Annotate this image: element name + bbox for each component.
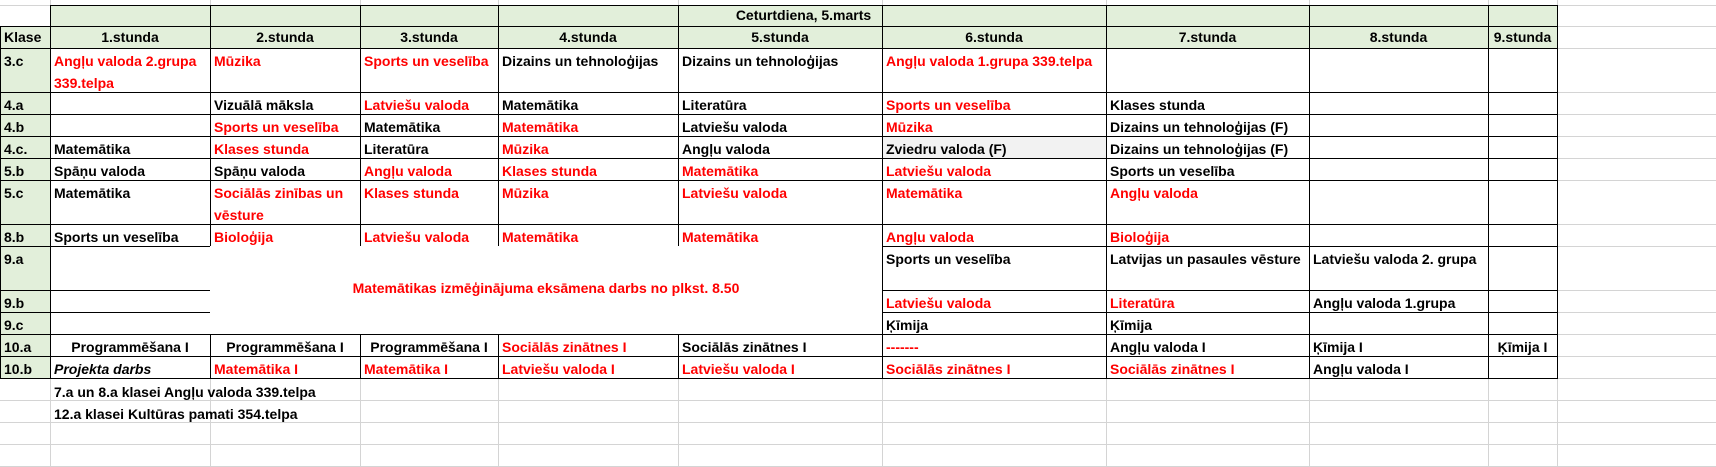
class-label: 5.b (4, 163, 25, 179)
lesson-cell[interactable] (1309, 180, 1488, 224)
lesson-cell[interactable]: Sociālās zinātnes I (1110, 361, 1235, 377)
lesson-cell[interactable]: Literatūra (1110, 295, 1175, 311)
lesson-cell[interactable]: Matemātika (886, 185, 963, 201)
footnote: 7.a un 8.a klasei Angļu valoda 339.telpa (54, 384, 316, 400)
lesson-cell[interactable]: Klases stunda (364, 185, 459, 201)
column-header: 7.stunda (1178, 29, 1237, 45)
lesson-cell[interactable]: Literatūra (364, 141, 429, 157)
column-header: 6.stunda (965, 29, 1023, 45)
lesson-cell[interactable]: Matemātika (502, 229, 579, 245)
lesson-cell[interactable] (50, 92, 210, 114)
lesson-cell[interactable]: Ķīmija (886, 317, 929, 333)
lesson-cell[interactable] (1488, 48, 1557, 92)
class-label: 4.a (4, 97, 24, 113)
lesson-cell[interactable]: Bioloģija (1110, 229, 1170, 245)
lesson-cell[interactable]: Sports un veselība (214, 119, 339, 135)
table-border-vertical (1106, 5, 1107, 379)
lesson-cell[interactable]: Matemātika (54, 141, 131, 157)
lesson-cell[interactable]: Latviešu valoda 2. grupa (1313, 251, 1477, 267)
lesson-cell[interactable] (1488, 290, 1557, 312)
lesson-cell[interactable]: Ķīmija (1110, 317, 1153, 333)
table-border-vertical (50, 5, 51, 379)
lesson-cell[interactable]: Angļu valoda (1110, 185, 1198, 201)
table-border-horizontal (0, 180, 1558, 181)
lesson-cell[interactable]: Matemātika I (364, 361, 449, 377)
lesson-cell[interactable]: Vizuālā māksla (214, 97, 314, 113)
exam-text: Matemātikas izmēģinājuma eksāmena darbs no plkst. 8.50 (352, 280, 740, 296)
lesson-cell[interactable] (1488, 114, 1557, 136)
class-label: 9.b (4, 295, 25, 311)
lesson-cell[interactable]: Dizains un tehnoloģijas (682, 53, 839, 69)
column-header: 2.stunda (256, 29, 314, 45)
lesson-cell[interactable]: ------- (886, 339, 919, 355)
lesson-cell[interactable] (1488, 224, 1557, 246)
column-header: 4.stunda (559, 29, 617, 45)
lesson-cell[interactable]: Dizains un tehnoloģijas (502, 53, 659, 69)
table-border-vertical (0, 26, 1, 379)
lesson-cell[interactable]: Sociālās zinātnes I (682, 339, 807, 355)
lesson-cell[interactable]: Ķīmija I (1313, 339, 1363, 355)
lesson-cell[interactable] (1488, 158, 1557, 180)
class-label: 4.b (4, 119, 25, 135)
table-border-horizontal (0, 92, 1558, 93)
table-border-horizontal (0, 48, 1558, 49)
lesson-cell[interactable]: Angļu valoda 2.grupa 339.telpa (54, 53, 197, 91)
table-border-vertical (1488, 5, 1489, 379)
lesson-cell[interactable] (1488, 180, 1557, 224)
lesson-cell[interactable]: Sports un veselība (886, 251, 1011, 267)
lesson-cell[interactable]: Literatūra (682, 97, 747, 113)
lesson-cell[interactable] (1309, 158, 1488, 180)
lesson-cell[interactable]: Angļu valoda (364, 163, 452, 179)
lesson-cell[interactable]: Latviešu valoda (886, 163, 992, 179)
lesson-cell[interactable]: Programmēšana I (370, 339, 488, 355)
lesson-cell[interactable]: Latviešu valoda (682, 185, 788, 201)
column-header: 9.stunda (1493, 29, 1552, 45)
lesson-cell[interactable] (1309, 312, 1488, 334)
lesson-cell[interactable] (1309, 48, 1488, 92)
lesson-cell[interactable]: Latviešu valoda (682, 119, 788, 135)
lesson-cell[interactable]: Sports un veselība (54, 229, 179, 245)
lesson-cell[interactable]: Mūzika (502, 185, 549, 201)
lesson-cell[interactable]: Latviešu valoda (886, 295, 992, 311)
lesson-cell[interactable]: Matemātika (682, 229, 759, 245)
lesson-cell[interactable]: Angļu valoda (886, 229, 974, 245)
lesson-cell[interactable]: Mūzika (214, 53, 261, 69)
class-label: 4.c. (4, 141, 28, 157)
lesson-cell[interactable]: Sports un veselība (886, 97, 1011, 113)
lesson-cell[interactable]: Projekta darbs (54, 361, 152, 377)
lesson-cell[interactable]: Latviešu valoda (364, 97, 470, 113)
class-label: 9.c (4, 317, 24, 333)
lesson-cell[interactable]: Mūzika (502, 141, 549, 157)
lesson-cell[interactable]: Matemātika (502, 119, 579, 135)
lesson-cell[interactable]: Matemātika I (214, 361, 299, 377)
lesson-cell[interactable] (1488, 136, 1557, 158)
lesson-cell[interactable]: Sociālās zinātnes I (886, 361, 1011, 377)
lesson-cell[interactable]: Spāņu valoda (54, 163, 146, 179)
lesson-cell[interactable]: Latviešu valoda I (682, 361, 795, 377)
lesson-cell[interactable]: Matemātika (682, 163, 759, 179)
table-border-horizontal (0, 26, 1558, 27)
lesson-cell[interactable]: Angļu valoda I (1110, 339, 1206, 355)
lesson-cell[interactable]: Bioloģija (214, 229, 274, 245)
lesson-cell[interactable] (1488, 246, 1557, 290)
lesson-cell[interactable]: Klases stunda (1110, 97, 1205, 113)
lesson-cell[interactable] (50, 290, 210, 312)
lesson-cell[interactable]: Programmēšana I (226, 339, 344, 355)
table-border-horizontal (0, 224, 1558, 225)
class-label: 10.b (4, 361, 33, 377)
lesson-cell[interactable]: Matemātika (502, 97, 579, 113)
class-label: 8.b (4, 229, 25, 245)
lesson-cell[interactable]: Dizains un tehnoloģijas (F) (1110, 141, 1289, 157)
lesson-cell[interactable] (1488, 356, 1557, 378)
table-border-vertical (1557, 5, 1558, 379)
column-header: 8.stunda (1369, 29, 1428, 45)
lesson-cell[interactable]: Angļu valoda 1.grupa 339.telpa (886, 53, 1093, 69)
column-header: 5.stunda (751, 29, 809, 45)
lesson-cell[interactable]: Sports un veselība (1110, 163, 1235, 179)
table-border-vertical (882, 5, 883, 379)
lesson-cell[interactable]: Ķīmija I (1497, 339, 1548, 355)
lesson-cell[interactable] (1106, 48, 1309, 92)
class-label: 3.c (4, 53, 24, 69)
lesson-cell[interactable] (1309, 224, 1488, 246)
lesson-cell[interactable]: Matemātika (54, 185, 131, 201)
lesson-cell[interactable]: Dizains un tehnoloģijas (F) (1110, 119, 1289, 135)
class-label: 9.a (4, 251, 24, 267)
lesson-cell[interactable] (50, 312, 210, 334)
lesson-cell[interactable] (1309, 136, 1488, 158)
lesson-cell[interactable] (50, 114, 210, 136)
table-border-horizontal (50, 5, 1558, 6)
lesson-cell[interactable] (1309, 114, 1488, 136)
table-border-horizontal (0, 136, 1558, 137)
lesson-cell[interactable]: Latviešu valoda I (502, 361, 615, 377)
lesson-cell[interactable]: Angļu valoda (682, 141, 770, 157)
lesson-cell[interactable]: Klases stunda (214, 141, 309, 157)
exam-merged-cell[interactable] (210, 246, 882, 334)
gridline-horizontal (0, 444, 1716, 445)
lesson-cell[interactable]: Spāņu valoda (214, 163, 306, 179)
lesson-cell[interactable] (50, 246, 210, 290)
lesson-cell[interactable]: Sports un veselība (364, 53, 489, 69)
column-header: 3.stunda (400, 29, 458, 45)
class-label: 5.c (4, 185, 24, 201)
column-header: 1.stunda (101, 29, 159, 45)
table-title: Ceturtdiena, 5.marts (735, 7, 872, 23)
lesson-cell[interactable] (1488, 92, 1557, 114)
lesson-cell[interactable]: Programmēšana I (71, 339, 189, 355)
class-label: 10.a (4, 339, 32, 355)
lesson-cell[interactable]: Mūzika (886, 119, 933, 135)
lesson-cell[interactable]: Latvijas un pasaules vēsture (1110, 251, 1301, 267)
footnote: 12.a klasei Kultūras pamati 354.telpa (54, 406, 298, 422)
table-border-horizontal (0, 114, 1558, 115)
lesson-cell[interactable]: Sociālās zinātnes I (502, 339, 627, 355)
lesson-cell[interactable]: Latviešu valoda (364, 229, 470, 245)
lesson-cell[interactable]: Sociālās zinības un vēsture (214, 185, 344, 223)
lesson-cell[interactable]: Angļu valoda I (1313, 361, 1409, 377)
table-border-horizontal (0, 334, 1558, 335)
column-header: Klase (4, 29, 42, 45)
lesson-cell[interactable]: Angļu valoda 1.grupa (1313, 295, 1456, 311)
table-border-horizontal (0, 158, 1558, 159)
lesson-cell[interactable] (1488, 312, 1557, 334)
table-border-horizontal (0, 356, 1558, 357)
lesson-cell[interactable] (1309, 92, 1488, 114)
table-border-horizontal (0, 378, 1558, 379)
lesson-cell[interactable]: Zviedru valoda (F) (882, 136, 1106, 158)
lesson-cell[interactable]: Klases stunda (502, 163, 597, 179)
lesson-cell[interactable]: Matemātika (364, 119, 441, 135)
table-border-vertical (1309, 5, 1310, 379)
